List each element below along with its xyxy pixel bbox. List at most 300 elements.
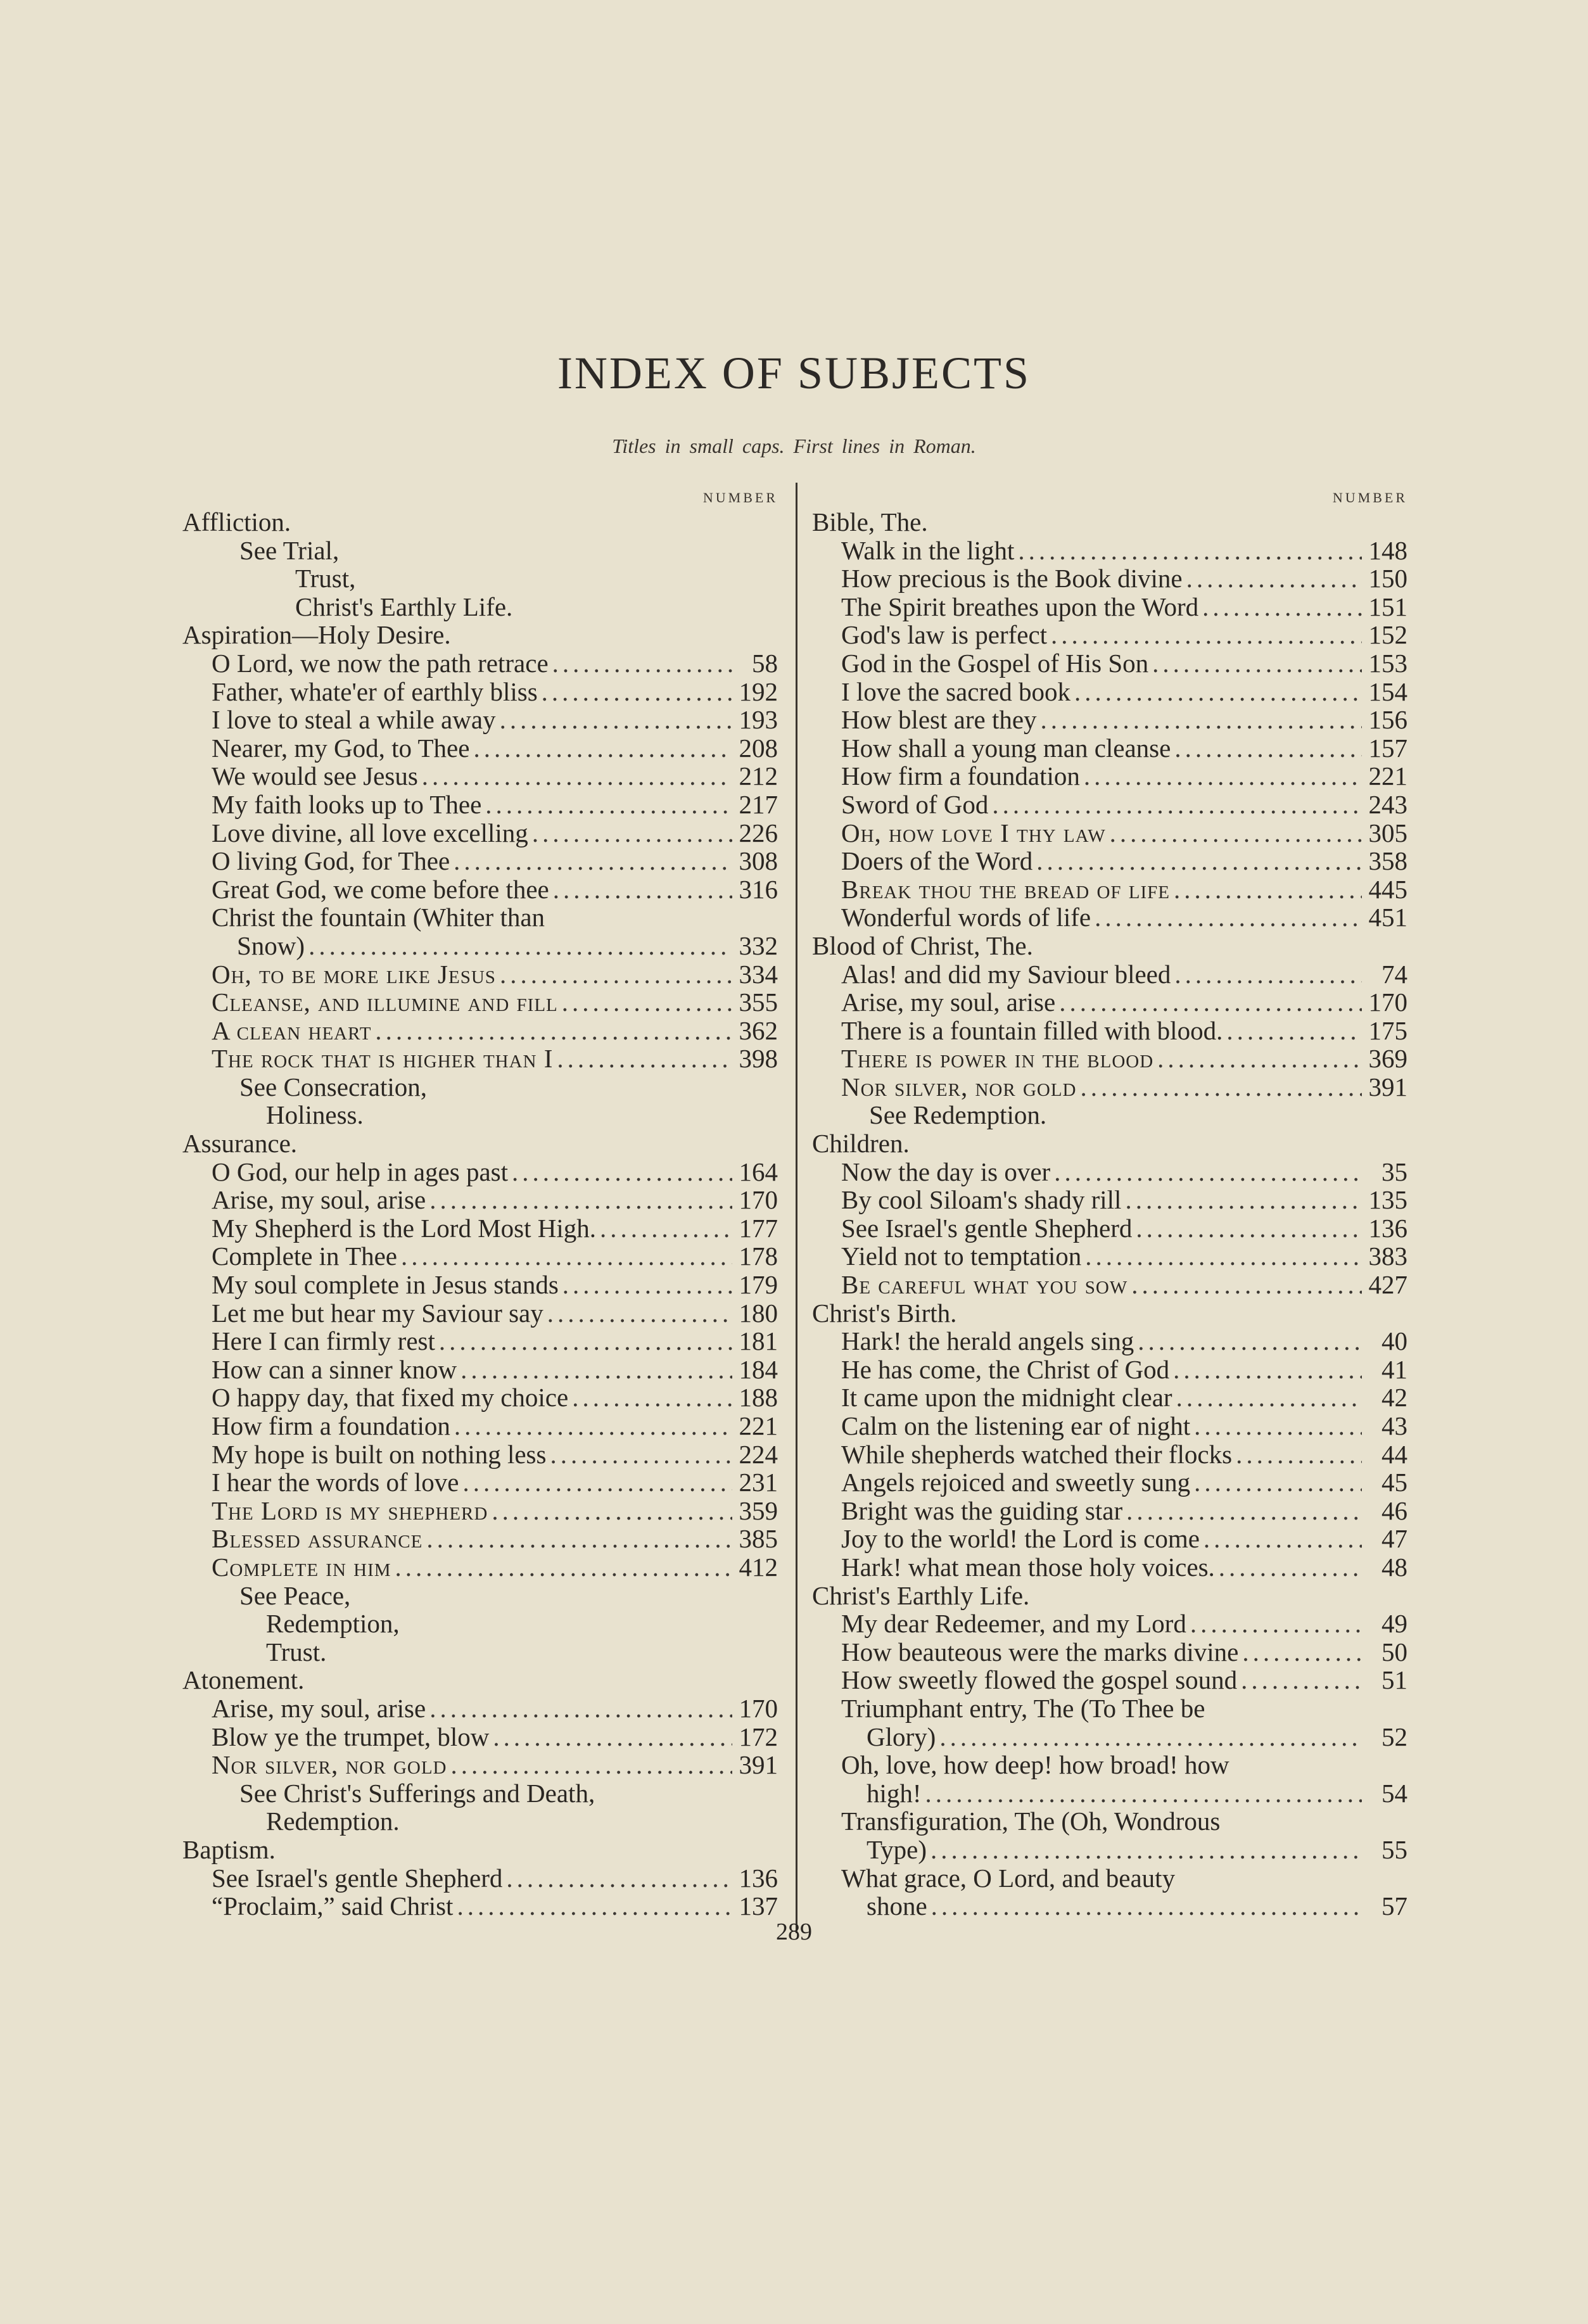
entry-text: Here I can firmly rest — [212, 1326, 435, 1356]
index-entry — [812, 1045, 1407, 1073]
hymn-number: 217 — [739, 789, 778, 819]
entry-text: Oh, love, how deep! how broad! how — [841, 1750, 1229, 1780]
entry-text: Cleanse, and illumine and fill — [212, 987, 558, 1017]
dot-leader — [1131, 1271, 1362, 1299]
dot-leader — [451, 1751, 732, 1779]
entry-text: Snow) — [237, 930, 305, 960]
hymn-number: 152 — [1368, 620, 1407, 650]
entry-text: Arise, my soul, arise — [212, 1693, 426, 1723]
index-entry — [812, 1158, 1407, 1186]
entry-text: See Consecration, — [239, 1072, 428, 1102]
dot-leader — [395, 1553, 732, 1582]
entry-text: Holiness. — [266, 1100, 364, 1130]
index-entry — [812, 1751, 1407, 1779]
entry-text: Aspiration—Holy Desire. — [182, 620, 451, 650]
hymn-number: 52 — [1382, 1722, 1407, 1751]
dot-leader — [1204, 1525, 1362, 1553]
entry-text: Angels rejoiced and sweetly sung — [841, 1468, 1191, 1497]
hymn-number: 57 — [1382, 1891, 1407, 1921]
dot-leader — [1174, 734, 1362, 763]
hymn-number: 332 — [739, 930, 778, 960]
entry-text: Christ's Earthly Life. — [295, 592, 513, 621]
index-column-right — [812, 488, 1407, 1921]
entry-text: See Christ's Sufferings and Death, — [239, 1778, 595, 1808]
hymn-number: 137 — [739, 1891, 778, 1921]
entry-text: How firm a foundation — [212, 1411, 450, 1440]
entry-text: Oh, to be more like Jesus — [212, 959, 496, 989]
entry-text: My soul complete in Jesus stands — [212, 1270, 559, 1300]
index-entry — [812, 875, 1407, 904]
hymn-number: 221 — [739, 1411, 778, 1440]
index-entry — [182, 1186, 778, 1214]
entry-text: Children. — [812, 1129, 910, 1159]
hymn-number: 445 — [1368, 874, 1407, 904]
index-entry — [812, 1073, 1407, 1102]
index-entry — [182, 932, 778, 960]
hymn-number: 334 — [739, 959, 778, 989]
hymn-number: 362 — [739, 1015, 778, 1045]
hymn-number: 231 — [739, 1468, 778, 1497]
entry-text: Hark! the herald angels sing — [841, 1326, 1134, 1356]
entry-text: Joy to the world! the Lord is come — [841, 1524, 1200, 1554]
entry-text: Be careful what you sow — [841, 1270, 1128, 1300]
entry-text: Wonderful words of life — [841, 903, 1091, 932]
hymn-number: 451 — [1368, 903, 1407, 932]
hymn-number: 50 — [1382, 1637, 1407, 1667]
hymn-number: 136 — [1368, 1213, 1407, 1243]
index-entry — [812, 1779, 1407, 1808]
index-entry — [812, 1694, 1407, 1723]
dot-leader — [1236, 1440, 1362, 1469]
hymn-number: 48 — [1382, 1552, 1407, 1582]
index-entry — [182, 762, 778, 791]
entry-text: A clean heart — [212, 1015, 372, 1045]
dot-leader — [426, 1525, 732, 1553]
hymn-number: 45 — [1382, 1468, 1407, 1497]
dot-leader — [1085, 1242, 1362, 1271]
cross-reference — [182, 1582, 778, 1610]
dot-leader — [1241, 1666, 1362, 1694]
entry-text: Bright was the guiding star — [841, 1495, 1123, 1525]
entry-text: How precious is the Book divine — [841, 564, 1183, 594]
dot-leader — [1051, 621, 1362, 649]
dot-leader — [1174, 875, 1362, 904]
hymn-number: 150 — [1368, 564, 1407, 594]
dot-leader — [461, 1356, 732, 1384]
index-entry — [812, 1327, 1407, 1356]
index-entry — [182, 1553, 778, 1582]
entry-text: Nor silver, nor gold — [212, 1750, 447, 1780]
entry-text: It came upon the midnight clear — [841, 1383, 1172, 1413]
dot-leader — [422, 762, 732, 791]
entry-text: Blow ye the trumpet, blow — [212, 1722, 490, 1751]
dot-leader — [429, 1186, 732, 1214]
hymn-number: 308 — [739, 846, 778, 876]
hymn-number: 188 — [739, 1383, 778, 1413]
index-entry — [182, 1468, 778, 1497]
index-entry — [182, 1412, 778, 1440]
index-entry — [182, 847, 778, 875]
subject-heading — [182, 1129, 778, 1158]
index-entry — [812, 903, 1407, 932]
entry-text: Arise, my soul, arise — [841, 987, 1056, 1017]
entry-text: I hear the words of love — [212, 1468, 459, 1497]
entry-text: God in the Gospel of His Son — [841, 648, 1149, 678]
dot-leader — [600, 1214, 732, 1243]
index-entry — [182, 1242, 778, 1271]
entry-text: Yield not to temptation — [841, 1241, 1082, 1271]
index-entry — [812, 762, 1407, 791]
cross-reference — [182, 564, 778, 593]
index-entry — [182, 1214, 778, 1243]
number-column-header: NUMBER — [702, 490, 778, 505]
dot-leader — [1174, 960, 1362, 989]
index-entry — [812, 1638, 1407, 1667]
dot-leader — [552, 649, 732, 678]
hymn-number: 51 — [1382, 1665, 1407, 1695]
dot-leader — [512, 1158, 732, 1186]
cross-reference — [182, 593, 778, 621]
entry-text: Oh, how love I thy law — [841, 818, 1106, 848]
dot-leader — [992, 791, 1362, 819]
dot-leader — [1018, 537, 1362, 565]
dot-leader — [463, 1468, 732, 1497]
hymn-number: 385 — [739, 1524, 778, 1554]
entry-text: Nor silver, nor gold — [841, 1072, 1077, 1102]
hymn-number: 181 — [739, 1326, 778, 1356]
number-column-header: NUMBER — [1332, 490, 1407, 505]
hymn-number: 153 — [1368, 648, 1407, 678]
dot-leader — [506, 1864, 732, 1893]
dot-leader — [1125, 1186, 1362, 1214]
hymn-number: 193 — [739, 705, 778, 735]
dot-leader — [493, 1723, 732, 1751]
dot-leader — [1202, 593, 1362, 621]
entry-text: How shall a young man cleanse — [841, 733, 1171, 763]
dot-leader — [1036, 847, 1362, 875]
entry-text: Affliction. — [182, 507, 291, 537]
index-entry — [812, 621, 1407, 649]
entry-text: Bible, The. — [812, 507, 928, 537]
entry-text: Calm on the listening ear of night — [841, 1411, 1191, 1440]
index-entry — [182, 903, 778, 932]
entry-text: O Lord, we now the path retrace — [212, 648, 549, 678]
hymn-number: 41 — [1382, 1354, 1407, 1384]
entry-text: While shepherds watched their flocks — [841, 1439, 1233, 1469]
entry-text: The Spirit breathes upon the Word — [841, 592, 1199, 621]
hymn-number: 243 — [1368, 789, 1407, 819]
dot-leader — [454, 847, 732, 875]
cross-reference — [182, 1807, 778, 1836]
subject-heading — [812, 1129, 1407, 1158]
entry-text: He has come, the Christ of God — [841, 1354, 1170, 1384]
dot-leader — [572, 1383, 732, 1412]
dot-leader — [550, 1440, 732, 1469]
dot-leader — [1059, 988, 1362, 1017]
index-entry — [812, 819, 1407, 848]
dot-leader — [925, 1779, 1362, 1808]
dot-leader — [1084, 762, 1362, 791]
cross-reference — [182, 1073, 778, 1102]
index-entry — [182, 791, 778, 819]
entry-text: The Lord is my shepherd — [212, 1495, 488, 1525]
dot-leader — [454, 1412, 732, 1440]
entry-text: We would see Jesus — [212, 761, 418, 791]
cross-reference — [182, 1638, 778, 1667]
hymn-number: 175 — [1368, 1015, 1407, 1045]
entry-text: Alas! and did my Saviour bleed — [841, 959, 1171, 989]
entry-text: O living God, for Thee — [212, 846, 450, 876]
cross-reference — [182, 1610, 778, 1638]
hymn-number: 151 — [1368, 592, 1407, 621]
index-entry — [182, 1440, 778, 1469]
dot-leader — [547, 1299, 732, 1328]
subject-heading — [182, 1836, 778, 1864]
entry-text: How beauteous were the marks divine — [841, 1637, 1239, 1667]
index-entry — [182, 1383, 778, 1412]
entry-text: What grace, O Lord, and beauty — [841, 1863, 1176, 1893]
index-list-right — [812, 508, 1407, 1921]
hymn-number: 170 — [1368, 987, 1407, 1017]
index-entry — [812, 1468, 1407, 1497]
hymn-number: 164 — [739, 1157, 778, 1186]
dot-leader — [562, 988, 732, 1017]
entry-text: How firm a foundation — [841, 761, 1080, 791]
index-entry — [182, 875, 778, 904]
index-entry — [812, 678, 1407, 706]
entry-text: Triumphant entry, The (To Thee be — [841, 1693, 1205, 1723]
hymn-number: 208 — [739, 733, 778, 763]
entry-text: See Israel's gentle Shepherd — [212, 1863, 503, 1893]
hymn-number: 358 — [1368, 846, 1407, 876]
entry-text: shone — [867, 1891, 927, 1921]
entry-text: Father, whate'er of earthly bliss — [212, 676, 538, 706]
index-entry — [182, 1017, 778, 1045]
entry-text: Baptism. — [182, 1834, 276, 1864]
entry-text: Type) — [867, 1834, 927, 1864]
dot-leader — [485, 791, 732, 819]
entry-text: Break thou the bread of life — [841, 874, 1171, 904]
entry-text: Hark! what mean those holy voices. — [841, 1552, 1215, 1582]
index-entry — [182, 988, 778, 1017]
dot-leader — [1081, 1073, 1362, 1102]
index-entry — [812, 1723, 1407, 1751]
index-entry — [812, 1525, 1407, 1553]
index-entry — [812, 1242, 1407, 1271]
index-entry — [812, 593, 1407, 621]
dot-leader — [473, 734, 732, 763]
dot-leader — [1157, 1045, 1362, 1073]
index-entry — [812, 1017, 1407, 1045]
subject-heading — [812, 932, 1407, 960]
dot-leader — [401, 1242, 732, 1271]
index-list-left — [182, 508, 778, 1921]
entry-text: Transfiguration, The (Oh, Wondrous — [841, 1806, 1221, 1836]
hymn-number: 192 — [739, 676, 778, 706]
subject-heading — [182, 508, 778, 537]
entry-text: Great God, we come before thee — [212, 874, 549, 904]
subject-heading — [812, 508, 1407, 537]
dot-leader — [500, 960, 732, 989]
index-entry — [812, 1271, 1407, 1299]
entry-text: high! — [867, 1778, 922, 1808]
index-entry — [182, 819, 778, 848]
dot-leader — [500, 706, 732, 734]
hymn-number: 224 — [739, 1439, 778, 1469]
dot-leader — [1242, 1638, 1362, 1667]
dot-leader — [1054, 1158, 1362, 1186]
index-entry — [812, 1553, 1407, 1582]
hymn-number: 47 — [1382, 1524, 1407, 1554]
dot-leader — [1176, 1383, 1362, 1412]
hymn-number: 170 — [739, 1693, 778, 1723]
entry-text: Arise, my soul, arise — [212, 1185, 426, 1215]
index-entry — [812, 960, 1407, 989]
hymn-number: 42 — [1382, 1383, 1407, 1413]
dot-leader — [1173, 1356, 1362, 1384]
entry-text: Sword of God — [841, 789, 989, 819]
dot-leader — [1152, 649, 1362, 678]
entry-text: “Proclaim,” said Christ — [212, 1891, 454, 1921]
index-entry — [182, 960, 778, 989]
index-entry — [812, 1836, 1407, 1864]
index-entry — [812, 649, 1407, 678]
dot-leader — [1074, 678, 1362, 706]
dot-leader — [532, 819, 732, 848]
dot-leader — [1110, 819, 1362, 848]
subject-heading — [182, 1666, 778, 1694]
hymn-number: 170 — [739, 1185, 778, 1215]
index-entry — [812, 1440, 1407, 1469]
entry-text: See Peace, — [239, 1580, 351, 1610]
hymn-number: 148 — [1368, 535, 1407, 565]
entry-text: My dear Redeemer, and my Lord — [841, 1609, 1186, 1639]
entry-text: Nearer, my God, to Thee — [212, 733, 470, 763]
entry-text: By cool Siloam's shady rill — [841, 1185, 1122, 1215]
hymn-number: 212 — [739, 761, 778, 791]
cross-reference — [182, 537, 778, 565]
dot-leader — [1126, 1497, 1362, 1525]
index-entry — [812, 1610, 1407, 1638]
hymn-number: 135 — [1368, 1185, 1407, 1215]
entry-text: My Shepherd is the Lord Most High. — [212, 1213, 596, 1243]
index-entry — [182, 1497, 778, 1525]
index-entry — [182, 1525, 778, 1553]
entry-text: How can a sinner know — [212, 1354, 457, 1384]
index-entry — [812, 1412, 1407, 1440]
index-entry — [812, 734, 1407, 763]
index-column-left — [182, 488, 778, 1921]
index-entry — [182, 1327, 778, 1356]
hymn-number: 398 — [739, 1044, 778, 1074]
hymn-number: 179 — [739, 1270, 778, 1300]
index-entry — [182, 1158, 778, 1186]
hymn-number: 58 — [752, 648, 778, 678]
index-entry — [812, 847, 1407, 875]
hymn-number: 54 — [1382, 1778, 1407, 1808]
dot-leader — [1194, 1468, 1362, 1497]
hymn-number: 359 — [739, 1495, 778, 1525]
page-title: INDEX OF SUBJECTS — [557, 348, 1031, 398]
entry-text: Assurance. — [182, 1129, 298, 1159]
hymn-number: 154 — [1368, 676, 1407, 706]
entry-text: Christ's Birth. — [812, 1298, 957, 1328]
entry-text: Blood of Christ, The. — [812, 930, 1033, 960]
dot-leader — [1186, 564, 1362, 593]
dot-leader — [1136, 1214, 1362, 1243]
page-number: 289 — [776, 1919, 812, 1945]
entry-text: Christ's Earthly Life. — [812, 1580, 1030, 1610]
hymn-number: 35 — [1382, 1157, 1407, 1186]
hymn-number: 156 — [1368, 705, 1407, 735]
index-entry — [812, 1864, 1407, 1893]
index-entry — [182, 1045, 778, 1073]
dot-leader — [375, 1017, 732, 1045]
dot-leader — [931, 1836, 1362, 1864]
dot-leader — [1138, 1327, 1362, 1356]
hymn-number: 226 — [739, 818, 778, 848]
hymn-number: 369 — [1368, 1044, 1407, 1074]
index-entry — [812, 537, 1407, 565]
entry-text: There is a fountain filled with blood. — [841, 1015, 1223, 1045]
entry-text: O happy day, that fixed my choice — [212, 1383, 569, 1413]
hymn-number: 427 — [1368, 1270, 1407, 1300]
dot-leader — [1219, 1553, 1362, 1582]
column-divider — [796, 483, 797, 1933]
entry-text: Blessed assurance — [212, 1524, 423, 1554]
entry-text: God's law is perfect — [841, 620, 1048, 650]
entry-text: I love the sacred book — [841, 676, 1071, 706]
subject-heading — [182, 621, 778, 649]
index-entry — [812, 988, 1407, 1017]
dot-leader — [939, 1723, 1362, 1751]
entry-text: Complete in Thee — [212, 1241, 398, 1271]
dot-leader — [1226, 1017, 1362, 1045]
entry-text: Now the day is over — [841, 1157, 1051, 1186]
dot-leader — [1041, 706, 1362, 734]
hymn-number: 305 — [1368, 818, 1407, 848]
index-entry — [812, 1892, 1407, 1921]
index-entry — [182, 1356, 778, 1384]
hymn-number: 221 — [1368, 761, 1407, 791]
index-subtitle: Titles in small caps. First lines in Roman. — [612, 435, 976, 457]
index-entry — [182, 1864, 778, 1893]
dot-leader — [542, 678, 732, 706]
index-entry — [812, 1807, 1407, 1836]
entry-text: Christ the fountain (Whiter than — [212, 903, 545, 932]
dot-leader — [557, 1045, 732, 1073]
hymn-number: 391 — [739, 1750, 778, 1780]
index-entry — [182, 1751, 778, 1779]
index-entry — [182, 706, 778, 734]
entry-text: My hope is built on nothing less — [212, 1439, 547, 1469]
hymn-number: 136 — [739, 1863, 778, 1893]
entry-text: Redemption, — [266, 1609, 400, 1639]
hymn-number: 172 — [739, 1722, 778, 1751]
hymn-number: 40 — [1382, 1326, 1407, 1356]
hymn-number: 55 — [1382, 1834, 1407, 1864]
hymn-number: 383 — [1368, 1241, 1407, 1271]
dot-leader — [429, 1694, 732, 1723]
index-entry — [182, 1271, 778, 1299]
hymn-number: 412 — [739, 1552, 778, 1582]
entry-text: O God, our help in ages past — [212, 1157, 508, 1186]
index-entry — [182, 734, 778, 763]
hymn-number: 355 — [739, 987, 778, 1017]
index-entry — [182, 1892, 778, 1921]
index-entry — [182, 649, 778, 678]
index-entry — [812, 1186, 1407, 1214]
